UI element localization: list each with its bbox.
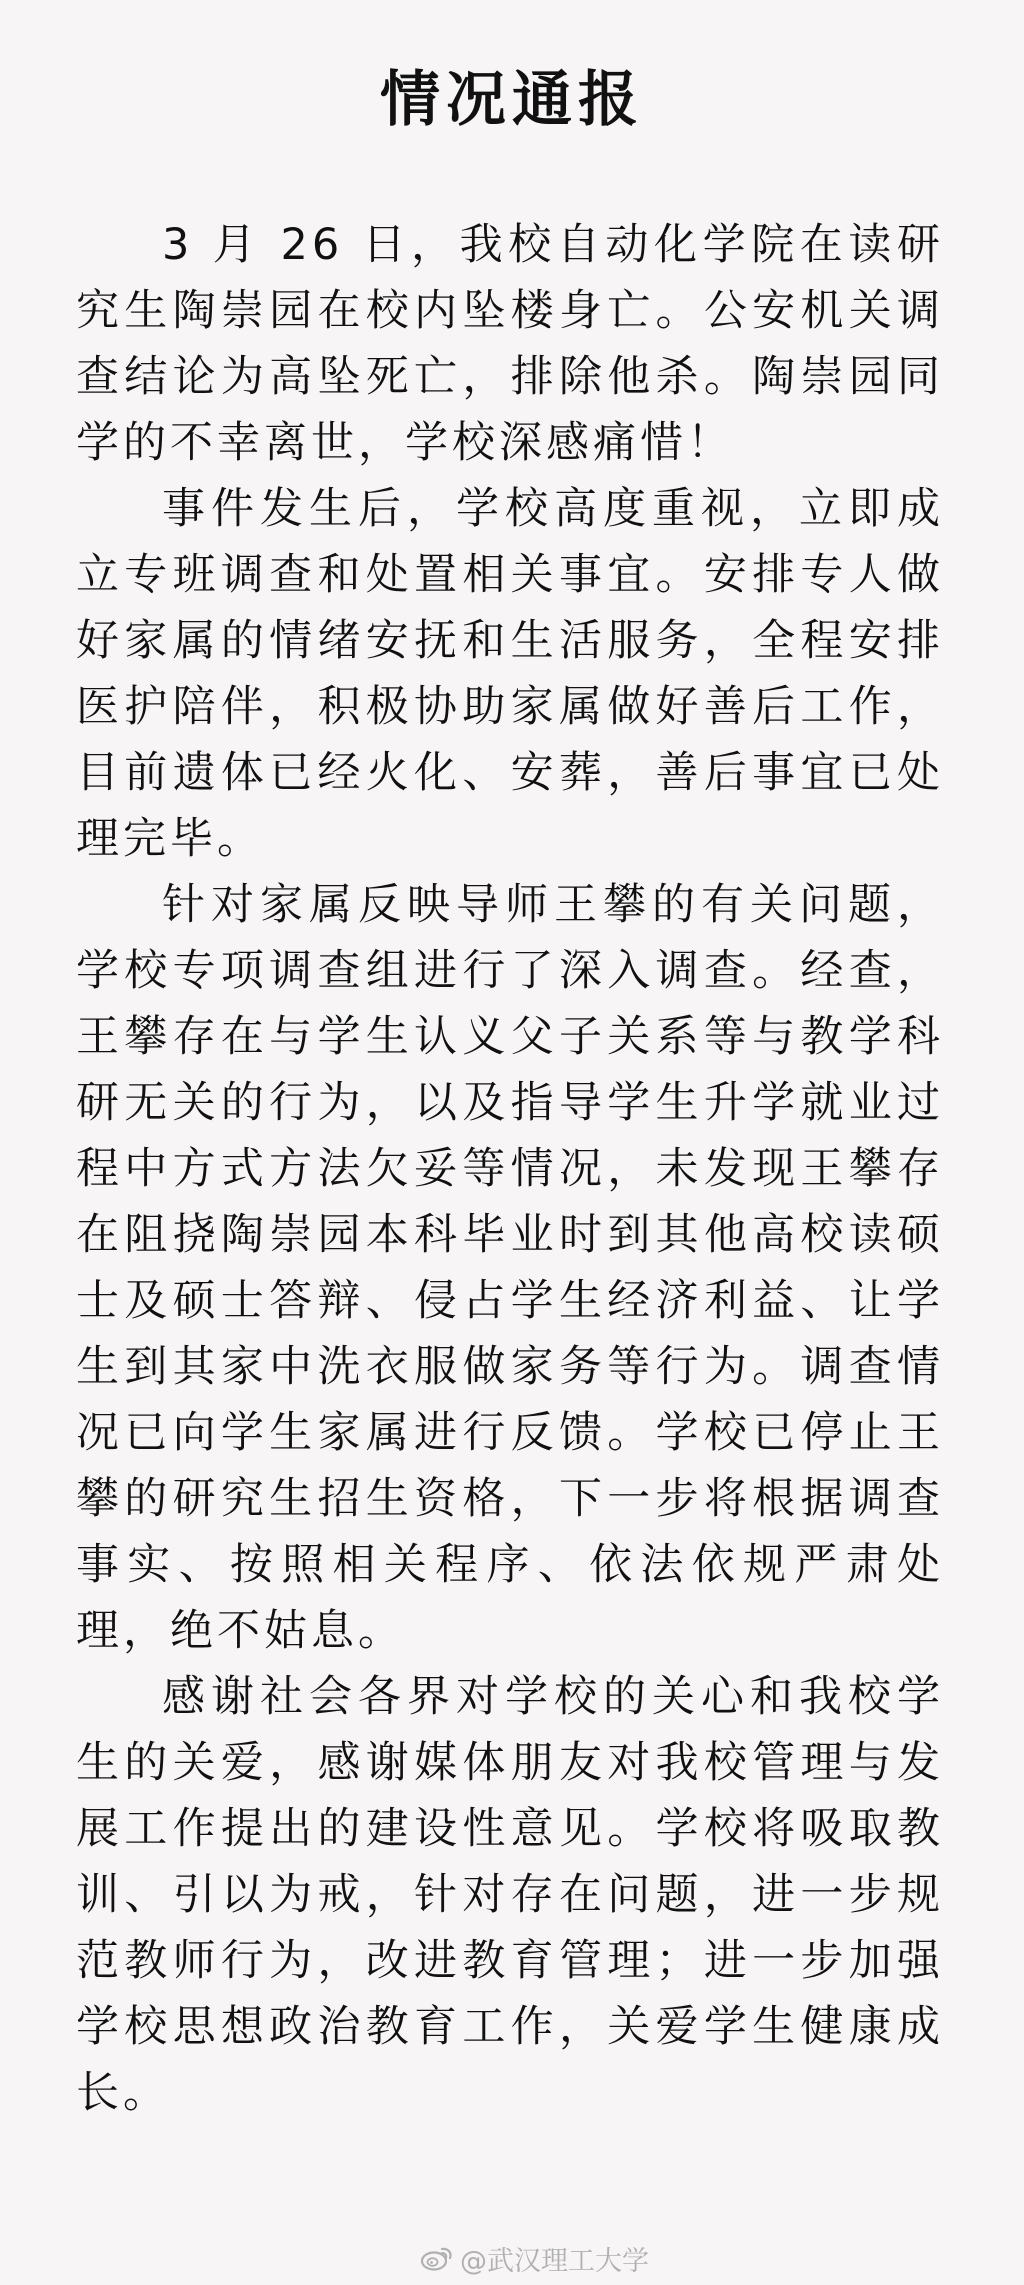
weibo-icon [420, 2244, 454, 2272]
document-title: 情况通报 [380, 65, 644, 135]
watermark [420, 2238, 649, 2278]
paragraph-investigation: 针对家属反映导师王攀的有关问题，学校专项调查组进行了深入调查。经查，王攀存在与学生认义父子关系等与教学科研无关的行为，以及指导学生升学就业过程中方式方法欠妥等情况，未发现王攀存在阻挠陶崇园本科毕业时到其他高校读硕士及硕士答辩、侵占学生经济利益、让学生到其家中洗衣服做家务等行为。调查情况已向学生家属进行反馈。学校已停止王攀的研究生招生资格，下一步将根据调查事实、按照相关程序、依法依规严肃处理，绝不姑息。 [76, 880, 944, 1656]
paragraph-response: 事件发生后，学校高度重视，立即成立专班调查和处置相关事宜。安排专人做好家属的情绪安抚和生活服务，全程安排医护陪伴，积极协助家属做好善后工作，目前遗体已经火化、安葬，善后事宜已处理完毕。 [76, 484, 944, 864]
paragraph-thanks: 感谢社会各界对学校的关心和我校学生的关爱，感谢媒体朋友对我校管理与发展工作提出的建设性意见。学校将吸取教训、引以为戒，针对存在问题，进一步规范教师行为，改进教育管理；进一步加强学校思想政治教育工作，关爱学生健康成长。 [76, 1672, 944, 2118]
watermark-text: @武汉理工大学 [460, 2245, 649, 2277]
paragraph-incident: 3 月 26 日，我校自动化学院在读研究生陶崇园在校内坠楼身亡。公安机关调查结论为高坠死亡，排除他杀。陶崇园同学的不幸离世，学校深感痛惜！ [76, 220, 944, 468]
document-body [76, 212, 944, 2126]
